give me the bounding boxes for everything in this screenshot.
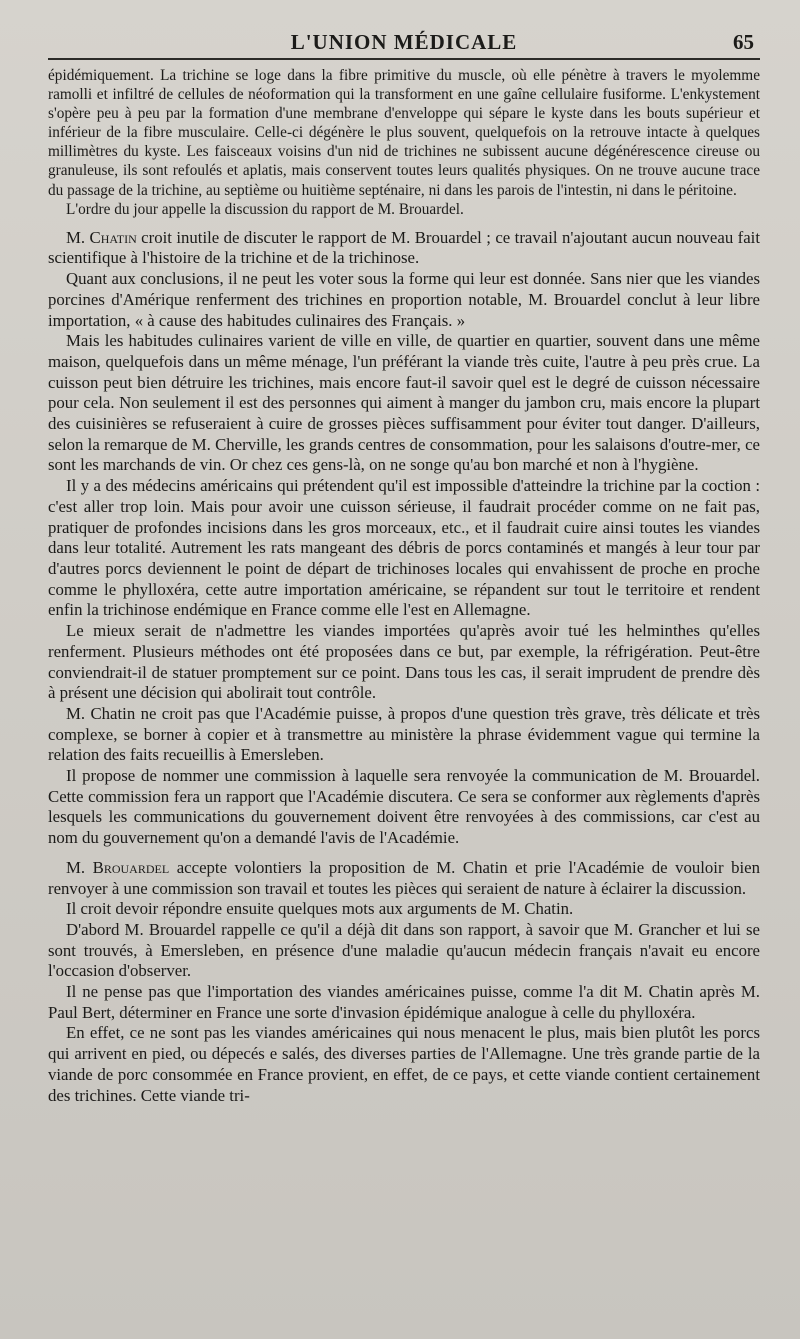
paragraph: Il propose de nommer une commission à laquelle sera renvoyée la communication de M. Brouardel. Cette commission fera un rapport que l'Académie discutera. Ce sera se conformer aux règlements d'après lesquels les communications du gouvernement doivent être renvoyées à des commissions, car c'est au nom du gouvernement qu'on a demandé l'avis de l'Académie.: [48, 766, 760, 848]
paragraph: L'ordre du jour appelle la discussion du rapport de M. Brouardel.: [66, 200, 464, 218]
speaker-name: M. Brouardel: [66, 857, 170, 877]
paragraph: [48, 858, 760, 899]
paragraph: D'abord M. Brouardel rappelle ce qu'il a déjà dit dans son rapport, à savoir que M. Grancher et lui se sont trouvés, à Emersleben, en présence d'une maladie qu'aucun médecin français n'avait eu encore l'occasion d'observer.: [48, 919, 760, 981]
paragraph: Il ne pense pas que l'importation des viandes américaines puisse, comme l'a dit M. Chatin après M. Paul Bert, déterminer en France une sorte d'invasion épidémique analogue à celle du phylloxéra.: [48, 982, 760, 1022]
header-rule: [48, 58, 760, 60]
article-body: [48, 66, 760, 1106]
paragraph: M. Chatin ne croit pas que l'Académie puisse, à propos d'une question très grave, très délicate et très complexe, se borner à copier et à transmettre au ministère la phrase évidemment vague qui termine la relation des faits recueillis à Emersleben.: [48, 703, 760, 765]
paragraph: Il croit devoir répondre ensuite quelques mots aux arguments de M. Chatin.: [66, 899, 574, 919]
paragraph: Il y a des médecins américains qui prétendent qu'il est impossible d'atteindre la trichine par la coction : c'est aller trop loin. Mais pour avoir une cuisson sérieuse, il faudrait procéder comme on ne fait pas, pratiquer de profondes incisions dans les gros morceaux, etc., et il faudrait cuire ainsi toutes les viandes dans leur totalité. Autrement les rats mangeant des débris de porcs contaminés et mangés à leur tour par d'autres porcs deviennent le point de départ de trichinoses locales qui envahissent de proche en proche comme le phylloxéra, cette autre importation américaine, se répandent sur tout le territoire et rendent enfin la trichinose endémique en France comme elle l'est en Allemagne.: [48, 476, 760, 620]
paragraph: Quant aux conclusions, il ne peut les voter sous la forme qui leur est donnée. Sans nier que les viandes porcines d'Amérique renferment des trichines en proportion notable, M. Brouardel conclut à leur libre importation, « à cause des habitudes culinaires des Français. »: [48, 269, 760, 330]
journal-title: L'UNION MÉDICALE: [290, 30, 518, 54]
paragraph: Le mieux serait de n'admettre les viandes importées qu'après avoir tué les helminthes qu'elles renferment. Plusieurs méthodes ont été proposées dans ce but, par exemple, la réfrigération. Peut-être conviendrait-il de statuer promptement sur ce point. Dans tous les cas, il serait imprudent de prendre dès à présent une décision qui abolirait tout contrôle.: [48, 621, 760, 703]
page-header: [48, 22, 760, 56]
speaker-name: M. Chatin: [66, 227, 137, 247]
paragraph-text: croit inutile de discuter le rapport de M. Brouardel ; ce travail n'ajoutant aucun nouveau fait scientifique à l'histoire de la trichine et de la trichinose.: [48, 227, 760, 268]
paragraph-text: accepte volontiers la proposition de M. Chatin et prie l'Académie de vouloir bien renvoyer à une commission son travail et toutes les pièces qui seraient de nature à éclairer la discussion.: [48, 857, 760, 898]
paragraph: En effet, ce ne sont pas les viandes américaines qui nous menacent le plus, mais bien plutôt les porcs qui arrivent en pied, ou dépecés e salés, des diverses parties de l'Allemagne. Une très grande partie de la viande de porc consommée en France provient, en effet, de ce pays, et cette viande contient certainement des trichines. Cette viande tri-: [48, 1023, 760, 1105]
paragraph: épidémiquement. La trichine se loge dans la fibre primitive du muscle, où elle pénètre à travers le myolemme ramolli et infiltré de cellules de néoformation qui la transforment en une gaîne cellulaire fusiforme. L'enkystement s'opère peu à peu par la formation d'une membrane d'enveloppe qui sépare le kyste dans les bouts supérieur et inférieur de la fibre musculaire. Celle-ci dégénère le plus souvent, quelquefois on la retrouve intacte à quelques millimètres du kyste. Les faisceaux voisins d'un nid de trichines ne subissent aucune dégénérescence cireuse ou granuleuse, ils sont refoulés et aplatis, mais conservent toutes leurs qualités physiques. On ne trouve aucune trace du passage de la trichine, au septième ou huitième septénaire, ni dans les parois de l'intestin, ni dans le péritoine.: [48, 67, 760, 199]
paragraph: [48, 228, 760, 269]
paragraph: Mais les habitudes culinaires varient de ville en ville, de quartier en quartier, souvent dans une même maison, quelquefois dans un même ménage, l'un préférant la viande très cuite, l'autre à peu près crue. La cuisson peut bien détruire les trichines, mais encore faut-il savoir quel est le degré de cuisson nécessaire pour cela. Non seulement il est des personnes qui aiment à manger du jambon cru, mais encore la plupart des cuisinières se refuseraient à cuire de grosses pièces suffisamment pour éviter tout danger. D'ailleurs, selon la remarque de M. Cherville, les grands centres de consommation, pour les salaisons d'outre-mer, ce sont les marchands de vin. Or chez ces gens-là, on ne songe qu'au bon marché et non à l'hygiène.: [48, 331, 760, 475]
page-number: 65: [733, 30, 754, 54]
